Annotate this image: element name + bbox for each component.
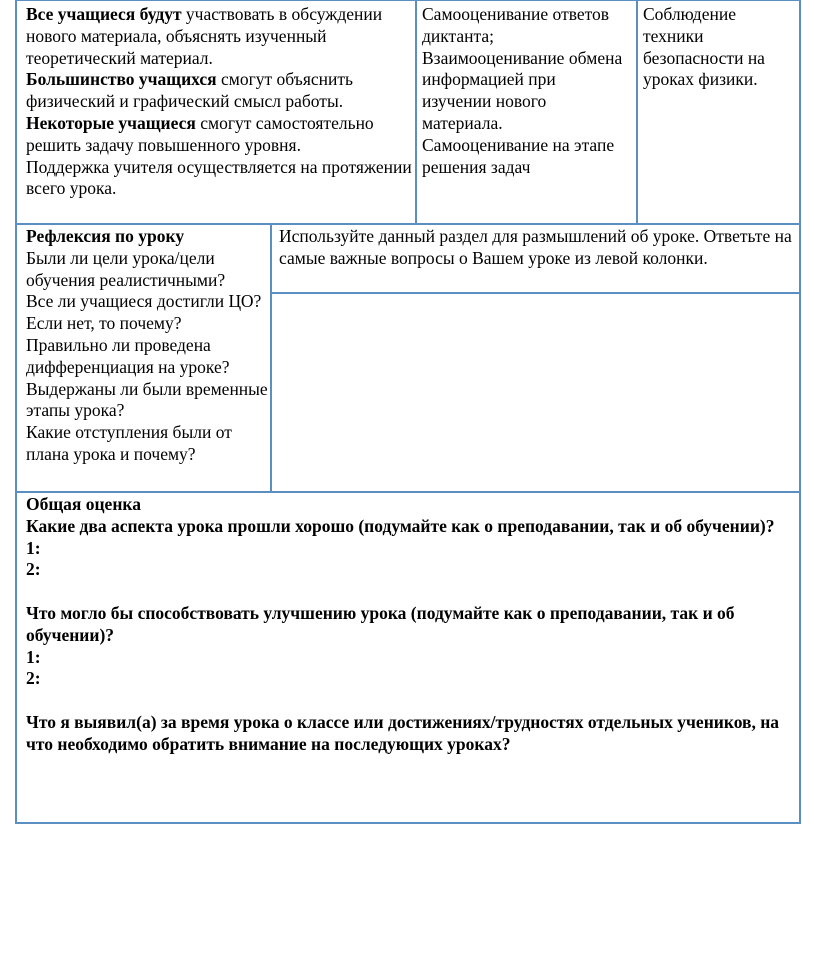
teacher-support: Поддержка учителя осуществляется на протяжении всего урока. [26, 156, 412, 199]
overall-question-2: Что могло бы способствовать улучшению урока (подумайте как о преподавании, так и об обучении)? [26, 602, 735, 645]
reflection-questions-cell [26, 226, 270, 466]
spacer [26, 581, 796, 603]
criteria-some [26, 113, 412, 157]
assessment-text: Самооценивание ответов диктанта; Взаимооценивание обмена информацией при изучении нового материала. Самооценивание на этапе решения задач [422, 4, 623, 177]
criteria-all-bold: Все учащиеся будут [26, 4, 182, 24]
reflection-question: Если нет, то почему? [26, 313, 182, 334]
criteria-most-bold: Большинство учащихся [26, 69, 217, 90]
overall-assessment-cell [26, 494, 796, 756]
safety-cell [643, 4, 795, 91]
reflection-instruction-cell [279, 226, 795, 270]
lesson-plan-table [15, 0, 801, 824]
criteria-some-bold: Некоторые учащиеся [26, 112, 196, 133]
reflection-question: Какие отступления были от плана урока и почему? [26, 422, 232, 464]
criteria-all-text: участвовать в обсуждении нового материала, объяснять изученный теоретический материал. [26, 4, 383, 68]
overall-question-1: Какие два аспекта урока прошли хорошо (подумайте как о преподавании, так и об обучении)? [26, 515, 775, 536]
reflection-title-text: Рефлексия по уроку [26, 226, 185, 246]
reflection-question: Выдержаны ли были временные этапы урока? [26, 378, 268, 421]
criteria-most-text: смогут объяснить физический и графический смысл работы. [26, 69, 354, 112]
criteria-most [26, 69, 412, 113]
reflection-answer-area[interactable] [272, 294, 799, 491]
reflection-question: Все ли учащиеся достигли ЦО? [26, 291, 262, 312]
col-divider-1 [415, 1, 417, 224]
overall-title: Общая оценка [26, 494, 141, 514]
row-divider-1 [17, 223, 799, 225]
reflection-instruction: Используйте данный раздел для размышлений об уроке. Ответьте на самые важные вопросы о Вашем уроке из левой колонки. [279, 226, 792, 268]
assessment-cell [422, 4, 627, 178]
safety-text: Соблюдение техники безопасности на уроках физики. [643, 4, 765, 90]
col-divider-2 [636, 1, 638, 224]
overall-answer-2-2: 2: [26, 668, 41, 689]
overall-answer-2-1: 1: [26, 646, 41, 667]
row-divider-3 [17, 491, 799, 493]
reflection-question: Правильно ли проведена дифференциация на уроке? [26, 334, 230, 377]
overall-question-3: Что я выявил(а) за время урока о классе или достижениях/трудностях отдельных учеников, на что необходимо обратить внимание на последующих уроках? [26, 711, 780, 754]
criteria-some-text: смогут самостоятельно решить задачу повышенного уровня. [26, 112, 374, 155]
overall-answer-1-2: 2: [26, 559, 41, 580]
reflection-title [26, 226, 270, 248]
reflection-question: Были ли цели урока/цели обучения реалистичными? [26, 247, 226, 290]
overall-answer-1-1: 1: [26, 537, 41, 558]
spacer [26, 690, 796, 712]
criteria-cell [26, 4, 412, 200]
criteria-all [26, 4, 412, 69]
